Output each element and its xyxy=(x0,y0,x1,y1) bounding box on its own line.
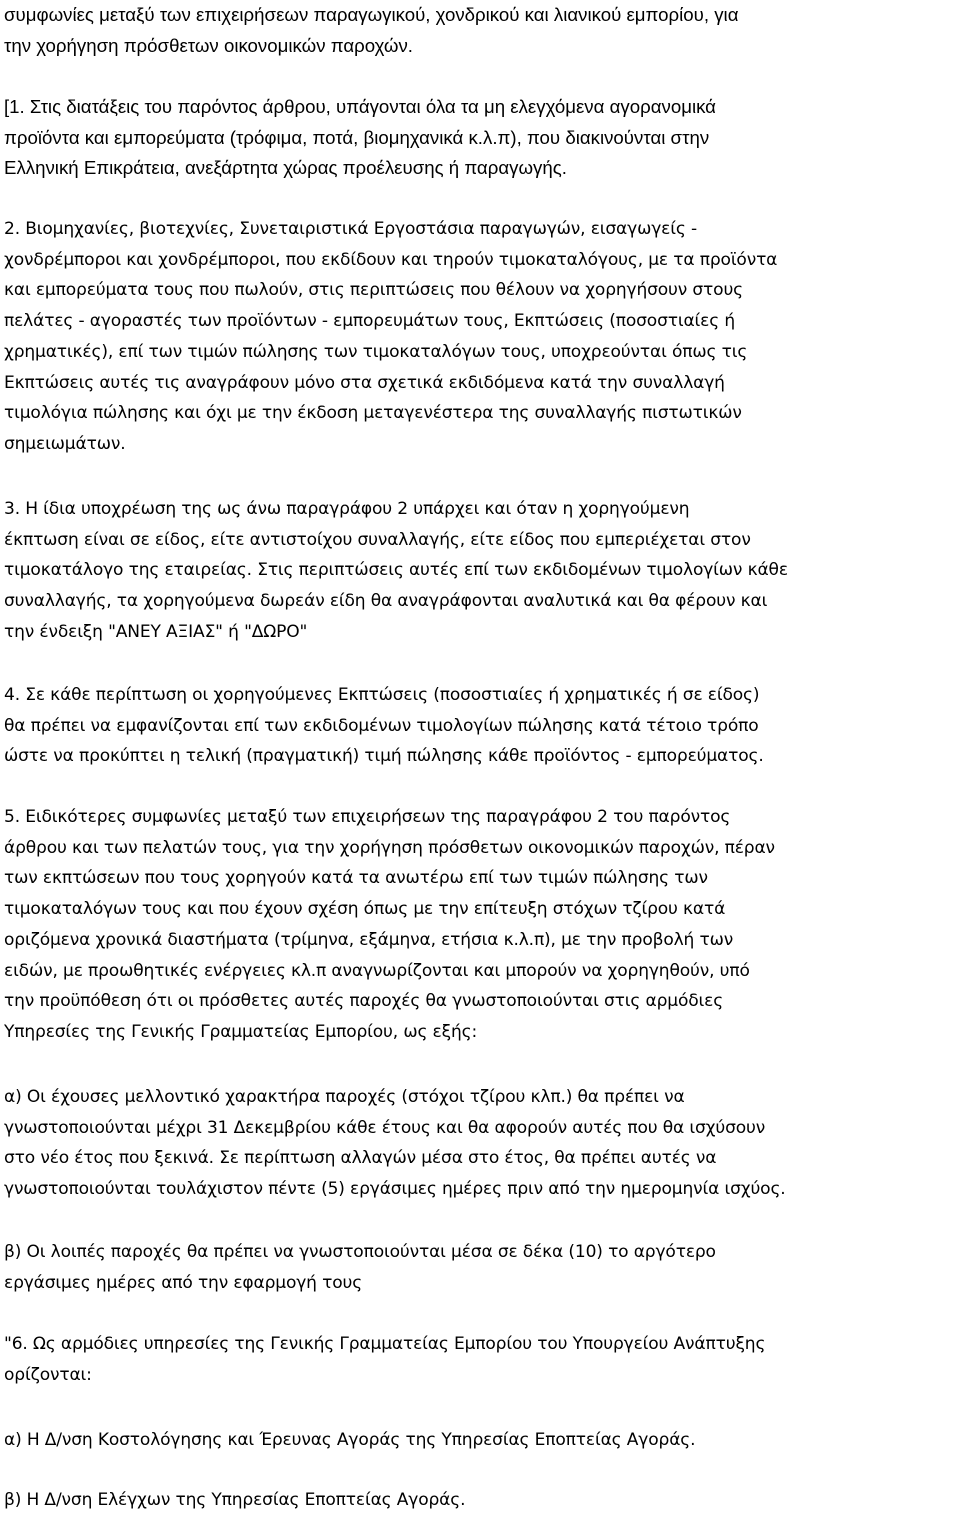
text-line: συναλλαγής, τα χορηγούμενα δωρεάν είδη θα αναγράφονται αναλυτικά και θα φέρουν και xyxy=(4,591,768,612)
text-line: Ελληνική Επικράτεια, ανεξάρτητα χώρας προέλευσης ή παραγωγής. xyxy=(4,157,567,179)
text-line: την ένδειξη "ΑΝΕΥ ΑΞΙΑΣ" ή "ΔΩΡΟ" xyxy=(4,621,308,642)
text-line: θα πρέπει να εμφανίζονται επί των εκδιδομένων τιμολογίων πώλησης κατά τέτοιο τρόπο xyxy=(4,715,759,736)
text-line: 4. Σε κάθε περίπτωση οι χορηγούμενες Εκπτώσεις (ποσοστιαίες ή χρηματικές ή σε είδος) xyxy=(4,685,760,705)
text-line: γνωστοποιούνται μέχρι 31 Δεκεμβρίου κάθε έτους και θα αφορούν αυτές που θα ισχύσουν xyxy=(4,1117,766,1138)
text-line: πελάτες - αγοραστές των προϊόντων - εμπορευμάτων τους, Εκπτώσεις (ποσοστιαίες ή xyxy=(4,311,736,332)
text-line: τιμοκατάλογο της εταιρείας. Στις περιπτώσεις αυτές επί των εκδιδομένων τιμολογίων κάθε xyxy=(4,560,788,581)
text-line: β) Οι λοιπές παροχές θα πρέπει να γνωστοποιούνται μέσα σε δέκα (10) το αργότερο xyxy=(4,1242,716,1262)
text-line: [1. Στις διατάξεις του παρόντος άρθρου, υπάγονται όλα τα μη ελεγχόμενα αγορανομικά xyxy=(4,96,716,117)
paragraph-intro xyxy=(4,0,958,61)
text-line: τιμοκαταλόγων τους και που έχουν σχέση όπως με την επίτευξη στόχων τζίρου κατά xyxy=(4,899,726,920)
paragraph-a xyxy=(4,1082,958,1205)
text-line: ορίζονται: xyxy=(4,1364,92,1385)
text-line: 3. Η ίδια υποχρέωση της ως άνω παραγράφου 2 υπάρχει και όταν η χορηγούμενη xyxy=(4,499,690,519)
text-line: συμφωνίες μεταξύ των επιχειρήσεων παραγωγικού, χονδρικού και λιανικού εμπορίου, για xyxy=(4,4,739,25)
text-line: Υπηρεσίες της Γενικής Γραμματείας Εμπορίου, ως εξής: xyxy=(4,1021,478,1042)
text-line: γνωστοποιούνται τουλάχιστον πέντε (5) εργάσιμες ημέρες πριν από την ημερομηνία ισχύος. xyxy=(4,1179,786,1200)
paragraph-2 xyxy=(4,214,958,460)
text-line: 2. Βιομηχανίες, βιοτεχνίες, Συνεταιριστικά Εργοστάσια παραγωγών, εισαγωγείς - xyxy=(4,219,697,239)
text-line: β) Η Δ/νση Ελέγχων της Υπηρεσίας Εποπτείας Αγοράς. xyxy=(4,1490,466,1510)
text-line: σημειωμάτων. xyxy=(4,433,126,454)
paragraph-b xyxy=(4,1237,958,1298)
text-line: προϊόντα και εμπορεύματα (τρόφιμα, ποτά, βιομηχανικά κ.λ.π), που διακινούνται στην xyxy=(4,126,710,148)
text-line: στο νέο έτος που ξεκινά. Σε περίπτωση αλλαγών μέσα στο έτος, θα πρέπει αυτές να xyxy=(4,1148,717,1169)
paragraph-4 xyxy=(4,680,958,772)
text-line: 5. Ειδικότερες συμφωνίες μεταξύ των επιχειρήσεων της παραγράφου 2 του παρόντος xyxy=(4,807,731,827)
text-line: α) Η Δ/νση Κοστολόγησης και Έρευνας Αγοράς της Υπηρεσίας Εποπτείας Αγοράς. xyxy=(4,1430,696,1450)
text-line: άρθρου και των πελατών τους, για την χορήγηση πρόσθετων οικονομικών παροχών, πέραν xyxy=(4,837,775,858)
text-line: ώστε να προκύπτει η τελική (πραγματική) τιμή πώλησης κάθε προϊόντος - εμπορεύματος. xyxy=(4,746,764,767)
text-line: α) Οι έχουσες μελλοντικό χαρακτήρα παροχές (στόχοι τζίρου κλπ.) θα πρέπει να xyxy=(4,1087,685,1107)
text-line: οριζόμενα χρονικά διαστήματα (τρίμηνα, εξάμηνα, ετήσια κ.λ.π), με την προβολή των xyxy=(4,929,734,950)
text-line: "6. Ως αρμόδιες υπηρεσίες της Γενικής Γραμματείας Εμπορίου του Υπουργείου Ανάπτυξης xyxy=(4,1334,766,1354)
text-line: και εμπορεύματα τους που πωλούν, στις περιπτώσεις που θέλουν να χορηγήσουν στους xyxy=(4,280,744,301)
text-line: έκπτωση είναι σε είδος, είτε αντιστοίχου συναλλαγής, είτε είδος που εμπεριέχεται στον xyxy=(4,529,751,550)
text-line: των εκπτώσεων που τους χορηγούν κατά τα ανωτέρω επί των τιμών πώλησης των xyxy=(4,868,708,889)
text-line: Εκπτώσεις αυτές τις αναγράφουν μόνο στα σχετικά εκδιδόμενα κατά την συναλλαγή xyxy=(4,372,725,393)
text-line: την χορήγηση πρόσθετων οικονομικών παροχών. xyxy=(4,34,413,56)
text-line: χρηματικές), επί των τιμών πώλησης των τιμοκαταλόγων τους, υποχρεούνται όπως τις xyxy=(4,341,748,362)
text-line: χονδρέμποροι και χονδρέμποροι, που εκδίδουν και τηρούν τιμοκαταλόγους, με τα προϊόντα xyxy=(4,249,778,270)
paragraph-3 xyxy=(4,494,958,648)
paragraph-6a xyxy=(4,1425,958,1456)
text-line: τιμολόγια πώλησης και όχι με την έκδοση μεταγενέστερα της συναλλαγής πιστωτικών xyxy=(4,403,742,424)
paragraph-5 xyxy=(4,802,958,1048)
paragraph-6 xyxy=(4,1329,958,1390)
paragraph-1 xyxy=(4,92,958,184)
text-line: ειδών, με προωθητικές ενέργειες κλ.π αναγνωρίζονται και μπορούν να χορηγηθούν, υπό xyxy=(4,960,750,981)
text-line: εργάσιμες ημέρες από την εφαρμογή τους xyxy=(4,1272,363,1293)
paragraph-6b xyxy=(4,1485,958,1516)
text-line: την προϋπόθεση ότι οι πρόσθετες αυτές παροχές θα γνωστοποιούνται στις αρμόδιες xyxy=(4,991,724,1012)
